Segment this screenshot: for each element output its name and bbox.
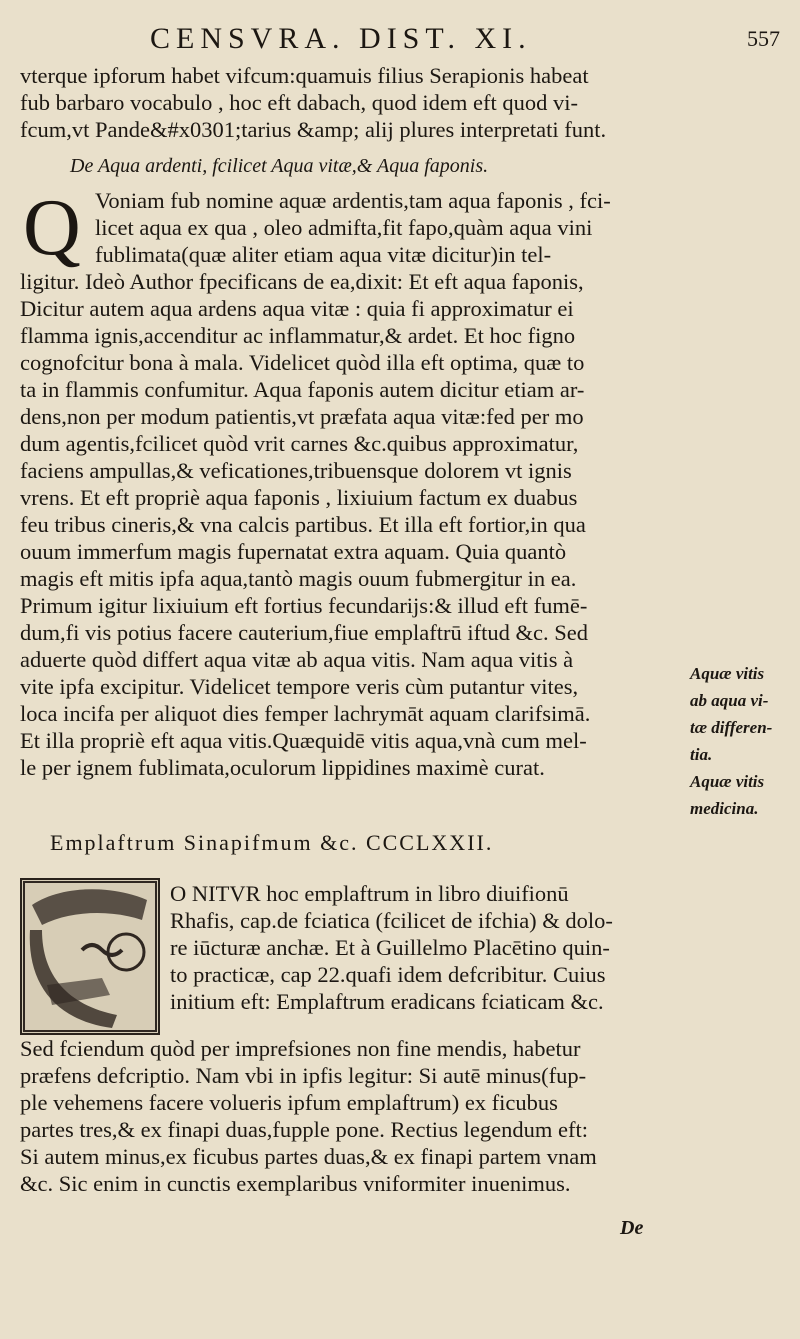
text-line: Et illa propriè eft aqua vitis.Quæquidē vitis aqua,vnà cum mel- xyxy=(20,728,587,753)
text-line: licet aqua ex qua , oleo admifta,fit fapo,quàm aqua vini xyxy=(95,215,593,240)
text-line: ple vehemens facere volueris ipfum emplaftrum) ex ficubus xyxy=(20,1090,558,1115)
text-line: faciens ampullas,& veficationes,tribuensque dolorem vt ignis xyxy=(20,458,572,483)
section-heading: De Aqua ardenti, fcilicet Aqua vitæ,& Aqua faponis. xyxy=(70,155,489,177)
text-line: Primum igitur lixiuium eft fortius fecundarijs:& illud eft fumē- xyxy=(20,593,588,618)
text-line: Sed fciendum quòd per imprefsiones non fine mendis, habetur xyxy=(20,1036,581,1061)
text-line: O NITVR hoc emplaftrum in libro diuifionū xyxy=(170,881,569,906)
text-line: &c. Sic enim in cunctis exemplaribus vniformiter inuenimus. xyxy=(20,1171,571,1196)
text-line: to practicæ, cap 22.quafi idem defcribitur. Cuius xyxy=(170,962,606,987)
running-head-title: CENSVRA. DIST. XI. xyxy=(150,22,532,55)
marginal-note: tia. xyxy=(690,745,713,764)
text-line: cognofcitur bona à mala. Videlicet quòd illa eft optima, quæ to xyxy=(20,350,585,375)
marginal-note: tæ differen- xyxy=(690,718,773,737)
catchword: De xyxy=(620,1217,644,1239)
intro-paragraph xyxy=(20,62,660,143)
text-line: Rhafis, cap.de fciatica (fcilicet de ifchia) & dolo- xyxy=(170,908,613,933)
text-line: le per ignem fublimata,oculorum lippidines maximè curat. xyxy=(20,755,545,780)
text-line: ligitur. Ideò Author fpecificans de ea,dixit: Et eft aqua faponis, xyxy=(20,269,584,294)
text-line: Voniam fub nomine aquæ ardentis,tam aqua faponis , fci- xyxy=(95,188,611,213)
text-line: dens,non per modum patientis,vt præfata aqua vitæ:fed per mo xyxy=(20,404,584,429)
text-line: feu tribus cineris,& vna calcis partibus. Et illa eft fortior,in qua xyxy=(20,512,586,537)
text-line: magis eft mitis ipfa aqua,tantò magis ouum fubmergitur in ea. xyxy=(20,566,577,591)
text-line: Dicitur autem aqua ardens aqua vitæ : quia fi approximatur ei xyxy=(20,296,574,321)
section2-body xyxy=(20,1035,660,1197)
text-line: re iūcturæ anchæ. Et à Guillelmo Placētino quin- xyxy=(170,935,610,960)
marginal-note: Aquæ vitis xyxy=(690,772,765,791)
text-line: præfens defcriptio. Nam vbi in ipfis legitur: Si autē minus(fup- xyxy=(20,1063,587,1088)
marginal-note: Aquæ vitis xyxy=(690,664,765,683)
text-line: vterque ipforum habet vifcum:quamuis filius Serapionis habeat xyxy=(20,63,589,88)
text-line: vite ipfa excipitur. Videlicet tempore veris cùm putantur vites, xyxy=(20,674,579,699)
text-line: dum,fi vis potius facere cauterium,fiue emplaftrū iftud &c. Sed xyxy=(20,620,588,645)
text-line: partes tres,& ex finapi duas,fupple pone. Rectius legendum eft: xyxy=(20,1117,588,1142)
text-line: Si autem minus,ex ficubus partes duas,& ex finapi partem vnam xyxy=(20,1144,597,1169)
section1-first-lines xyxy=(95,187,665,268)
section1-body xyxy=(20,268,660,781)
text-line: vrens. Et eft propriè aqua faponis , lixiuium factum ex duabus xyxy=(20,485,578,510)
marginal-note: ab aqua vi- xyxy=(690,691,769,710)
text-line: dum agentis,fcilicet quòd vrit carnes &c.quibus approximatur, xyxy=(20,431,579,456)
text-line: ouum immerfum magis fupernatat extra aquam. Quia quantò xyxy=(20,539,567,564)
text-line: fublimata(quæ aliter etiam aqua vitæ dicitur)in tel- xyxy=(95,242,552,267)
text-line: ta in flammis confumitur. Aqua faponis autem dicitur etiam ar- xyxy=(20,377,585,402)
text-line: loca incifa per aliquot dies femper lachrymāt aquam clarifsimā. xyxy=(20,701,591,726)
text-line: fcum,vt Pande&#x0301;tarius &amp; alij plures interpretati funt. xyxy=(20,117,607,142)
page-number: 557 xyxy=(747,26,780,51)
running-header xyxy=(150,22,790,58)
woodcut-initial-c xyxy=(20,878,160,1035)
marginal-note: medicina. xyxy=(690,799,759,818)
section2-heading: Emplaftrum Sinapifmum &c. CCCLXXII. xyxy=(50,830,494,855)
section2-first-lines xyxy=(170,880,660,1015)
text-line: fub barbaro vocabulo , hoc eft dabach, quod idem eft quod vi- xyxy=(20,90,578,115)
text-line: initium eft: Emplaftrum eradicans fciaticam &c. xyxy=(170,989,604,1014)
drop-cap: Q xyxy=(23,184,81,272)
text-line: aduerte quòd differt aqua vitæ ab aqua vitis. Nam aqua vitis à xyxy=(20,647,574,672)
text-line: flamma ignis,accenditur ac inflammatur,& ardet. Et hoc figno xyxy=(20,323,576,348)
